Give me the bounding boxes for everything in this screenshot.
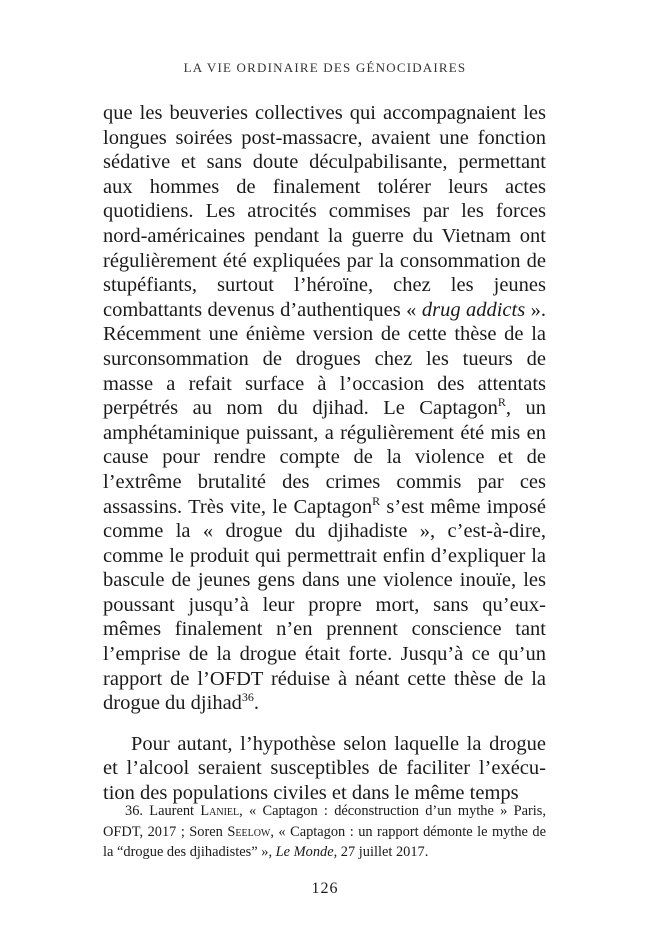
body-text xyxy=(103,101,546,806)
footnote-date: , 27 juillet 2017. xyxy=(333,844,429,860)
paragraph-2: Pour autant, l’hypothèse selon laquelle la drogue et l’alcool seraient susceptibles de faciliter l’exécution des populations civiles et dans le même temps xyxy=(103,732,546,805)
footnote-author1-first: Laurent xyxy=(149,803,195,819)
paragraph-1-part-3: , un amphétaminique puissant, a régulièrement été mis en cause pour rendre compte de la violence et de l’extrême brutalité des crimes commis par ces assassins. Très vite, le Captagon xyxy=(103,397,546,518)
footnote-author1-last: Laniel xyxy=(200,803,240,819)
paragraph-1-part-5: . xyxy=(253,692,260,715)
footnote-title1: , « Captagon : déconstruction d’un mythe » Paris, OFDT, 2017 ; Soren xyxy=(103,803,546,840)
paragraph-1-part-4: s’est même imposé comme la « drogue du djihadiste », c’est-à-dire, comme le produit qui permettrait enfin d’expliquer la bascule de jeunes gens dans une violence inouïe, les poussant jusqu’à leur propre mort, sans qu’eux-mêmes finalement n’en prennent conscience tant l’emprise de la drogue était forte. Jusqu’à ce qu’un rapport de l’OFDT réduise à néant cette thèse de la drogue du djihad xyxy=(103,495,546,715)
paragraph-1-part-2: ». Récemment une énième version de cette thèse de la surconsommation de drogues chez les tueurs de masse a refait surface à l’occasion des attentats perpétrés au nom du djihad. Le Captagon xyxy=(103,298,547,420)
paragraph-1 xyxy=(103,101,546,716)
running-head: LA VIE ORDINAIRE DES GÉNOCIDAIRES xyxy=(183,60,467,75)
footnote-text xyxy=(103,801,546,863)
page-number: 126 xyxy=(311,880,339,897)
footnote-author2-last: Seelow xyxy=(227,823,271,840)
paragraph-1-part-1: que les beuveries collectives qui accompagnaient les longues soirées post-massacre, avaient une fonction sédative et sans doute déculpabilisante, permettant aux hommes de finalement tolérer leurs actes quotidiens. Les atrocités commises par les forces nord-américaines pendant la guerre du Vietnam ont régulièrement été expliquées par la consommation de stupéfiants, surtout l’héroïne, chez les jeunes combattants devenus d’authentiques « xyxy=(103,102,546,321)
footnote-reference[interactable]: 36 xyxy=(241,690,254,705)
italic-term: drug addicts xyxy=(421,298,526,321)
registered-mark: R xyxy=(372,493,381,508)
footnote xyxy=(103,801,546,863)
footnote-title2: , « Captagon : un rapport démonte le mythe de la “drogue des djihadistes” », xyxy=(103,823,546,860)
footnote-number: 36. xyxy=(125,803,143,819)
footnote-journal: Le Monde xyxy=(275,844,334,860)
registered-mark: R xyxy=(497,395,506,410)
